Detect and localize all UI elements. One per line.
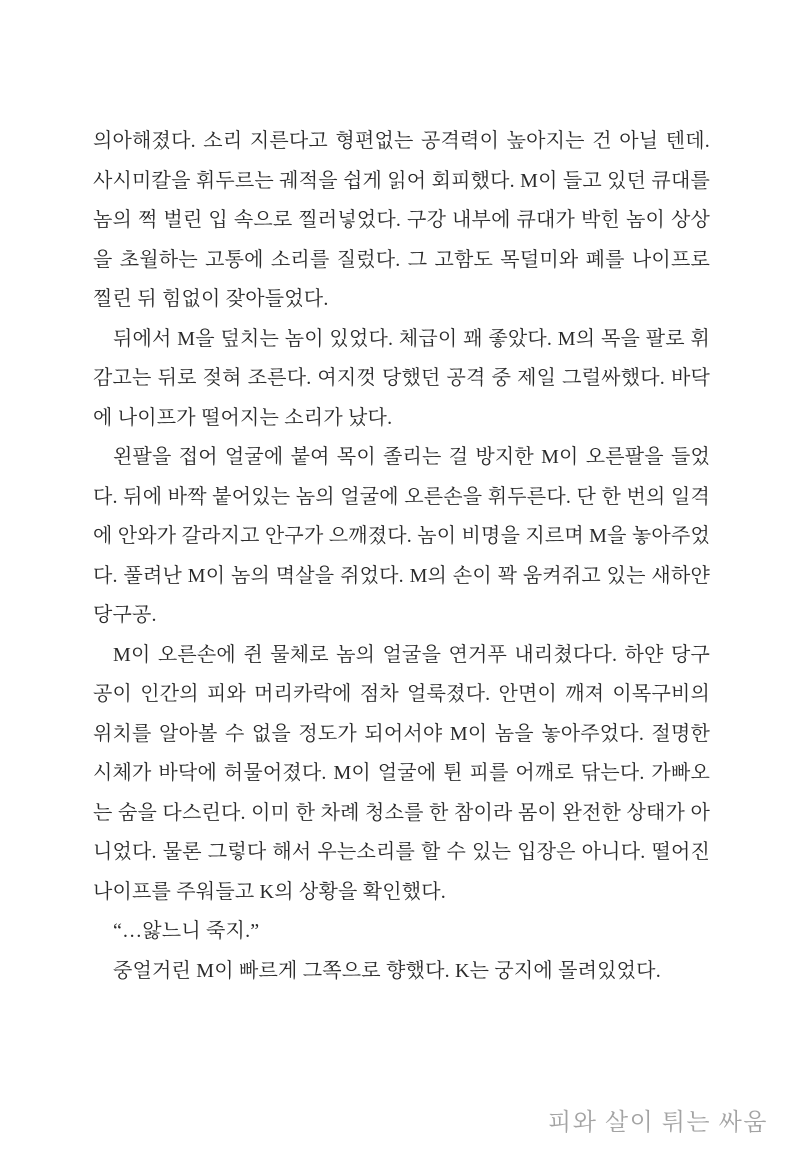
paragraph: 중얼거린 M이 빠르게 그쪽으로 향했다. K는 궁지에 몰려있었다. bbox=[113, 959, 661, 982]
paragraph: 뒤에서 M을 덮치는 놈이 있었다. 체급이 꽤 좋았다. M의 목을 팔로 휘감고는 뒤로 젖혀 조른다. 여지껏 당했던 공격 중 제일 그럴싸했다. 바닥에 나이프가 떨어지는 소리가 났다. bbox=[93, 327, 710, 429]
paragraph: 의아해졌다. 소리 지른다고 형편없는 공격력이 높아지는 건 아닐 텐데. 사시미칼을 휘두르는 궤적을 쉽게 읽어 회피했다. M이 들고 있던 큐대를 놈의 쩍 벌린 입 속으로 찔러넣었다. 구강 내부에 큐대가 박힌 놈이 상상을 초월하는 고통에 소리를 질렀다. 그 고함도 목덜미와 폐를 나이프로 찔린 뒤 힘없이 잦아들었다. bbox=[93, 130, 710, 310]
paragraph: M이 오른손에 쥔 물체로 놈의 얼굴을 연거푸 내리쳤다다. 하얀 당구공이 인간의 피와 머리카락에 점차 얼룩졌다. 안면이 깨져 이목구비의 위치를 알아볼 수 없을 정도가 되어서야 M이 놈을 놓아주었다. 절명한 시체가 바닥에 허물어졌다. M이 얼굴에 튄 피를 어깨로 닦는다. 가빠오는 숨을 다스린다. 이미 한 차례 청소를 한 참이라 몸이 완전한 상태가 아니었다. 물론 그렇다 해서 우는소리를 할 수 있는 입장은 아니다. 떨어진 나이프를 주워들고 K의 상황을 확인했다. bbox=[93, 643, 710, 903]
paragraph: 왼팔을 접어 얼굴에 붙여 목이 졸리는 걸 방지한 M이 오른팔을 들었다. 뒤에 바짝 붙어있는 놈의 얼굴에 오른손을 휘두른다. 단 한 번의 일격에 안와가 갈라지고 안구가 으깨졌다. 놈이 비명을 지르며 M을 놓아주었다. 풀려난 M이 놈의 멱살을 쥐었다. M의 손이 꽉 움켜쥐고 있는 새하얀 당구공. bbox=[93, 446, 710, 626]
chapter-title: 피와 살이 튀는 싸움 bbox=[548, 1110, 768, 1136]
paragraph: “…앓느니 죽지.” bbox=[113, 920, 260, 942]
page-text bbox=[93, 122, 710, 991]
